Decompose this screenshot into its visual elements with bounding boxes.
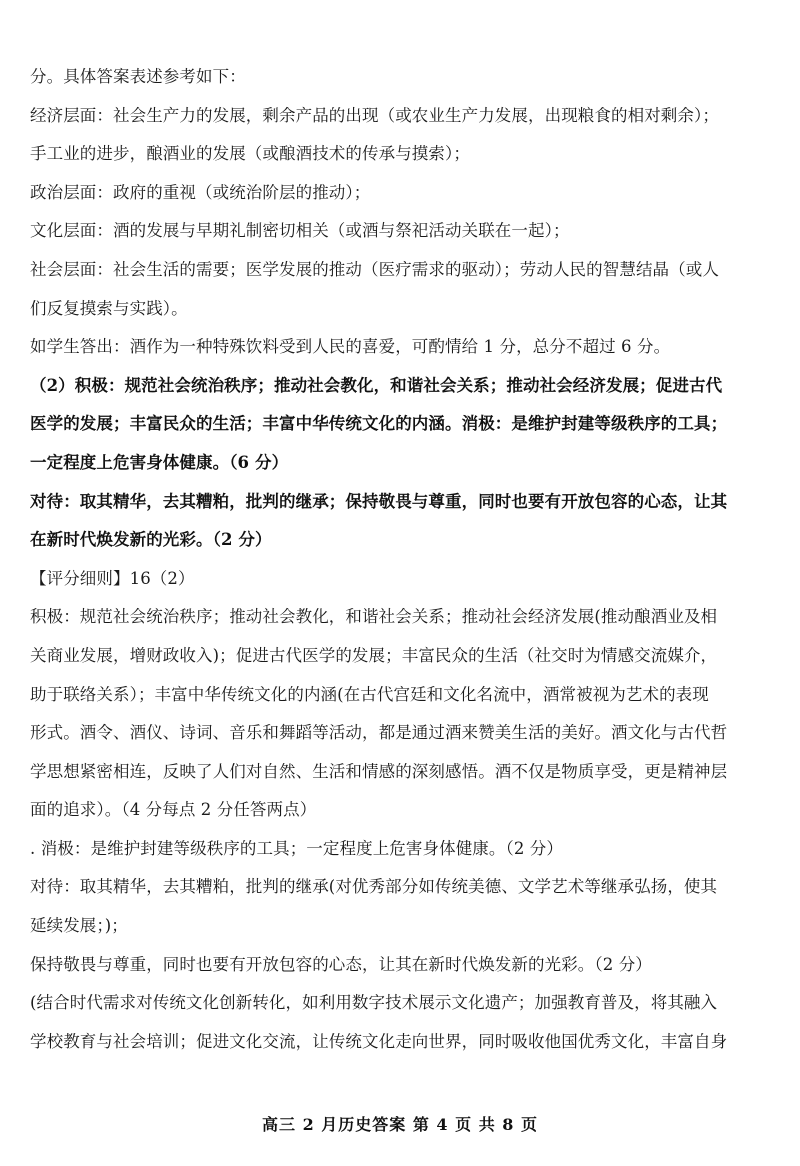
text-line: 形式。酒令、酒仪、诗词、音乐和舞蹈等活动，都是通过酒来赞美生活的美好。酒文化与古代哲 bbox=[30, 723, 728, 743]
document-body bbox=[30, 58, 776, 1061]
answer-line: 医学的发展；丰富民众的生活；丰富中华传统文化的内涵。消极：是维护封建等级秩序的工具； bbox=[30, 414, 728, 434]
text-line: 对待：取其精华，去其糟粕，批判的继承(对优秀部分如传统美德、文学艺术等继承弘扬，使其 bbox=[30, 877, 718, 897]
answer-line: 一定程度上危害身体健康。（6 分） bbox=[30, 452, 289, 472]
text-line: 手工业的进步，酿酒业的发展（或酿酒技术的传承与摸索）； bbox=[30, 144, 470, 164]
answer-line: 对待：取其精华，去其糟粕，批判的继承；保持敬畏与尊重，同时也要有开放包容的心态，让其 bbox=[30, 491, 728, 511]
text-line: 面的追求）。（4 分每点 2 分任答两点） bbox=[30, 800, 317, 820]
text-line: 学校教育与社会培训；促进文化交流，让传统文化走向世界，同时吸收他国优秀文化，丰富自身 bbox=[30, 1031, 728, 1051]
text-line: (结合时代需求对传统文化创新转化，如利用数字技术展示文化遗产；加强教育普及，将其融入 bbox=[30, 993, 718, 1013]
text-line: 如学生答出：酒作为一种特殊饮料受到人民的喜爱，可酌情给 1 分，总分不超过 6 分。 bbox=[30, 337, 671, 357]
answer-line: （2）积极：规范社会统治秩序；推动社会教化，和谐社会关系；推动社会经济发展；促进古代 bbox=[30, 375, 723, 395]
page-footer: 高三 2 月历史答案 第 4 页 共 8 页 bbox=[262, 1115, 538, 1134]
text-line: 分。具体答案表述参考如下： bbox=[30, 67, 246, 86]
section-heading: 【评分细则】16（2） bbox=[30, 568, 195, 588]
text-line: 保持敬畏与尊重，同时也要有开放包容的心态，让其在新时代焕发新的光彩。（2 分） bbox=[30, 954, 652, 974]
text-line: 文化层面：酒的发展与早期礼制密切相关（或酒与祭祀活动关联在一起）； bbox=[30, 221, 570, 241]
text-line: 们反复摸索与实践）。 bbox=[30, 298, 188, 318]
text-line: 政治层面：政府的重视（或统治阶层的推动）； bbox=[30, 182, 371, 202]
text-line: 社会层面：社会生活的需要；医学发展的推动（医疗需求的驱动）；劳动人民的智慧结晶（或人 bbox=[30, 259, 719, 279]
text-line: 学思想紧密相连，反映了人们对自然、生活和情感的深刻感悟。酒不仅是物质享受，更是精神层 bbox=[30, 761, 728, 781]
text-line: 经济层面：社会生产力的发展，剩余产品的出现（或农业生产力发展，出现粮食的相对剩余）； bbox=[30, 105, 719, 125]
text-line: 关商业发展，增财政收入)；促进古代医学的发展；丰富民众的生活（社交时为情感交流媒介， bbox=[30, 645, 718, 665]
text-line: . 消极：是维护封建等级秩序的工具；一定程度上危害身体健康。（2 分） bbox=[30, 838, 563, 858]
answer-line: 在新时代焕发新的光彩。（2 分） bbox=[30, 530, 272, 550]
text-line: 延续发展；)； bbox=[30, 916, 128, 936]
text-line: 助于联络关系）；丰富中华传统文化的内涵(在古代宫廷和文化名流中，酒常被视为艺术的表现 bbox=[30, 684, 709, 704]
text-line: 积极：规范社会统治秩序；推动社会教化，和谐社会关系；推动社会经济发展(推动酿酒业及相 bbox=[30, 607, 718, 627]
